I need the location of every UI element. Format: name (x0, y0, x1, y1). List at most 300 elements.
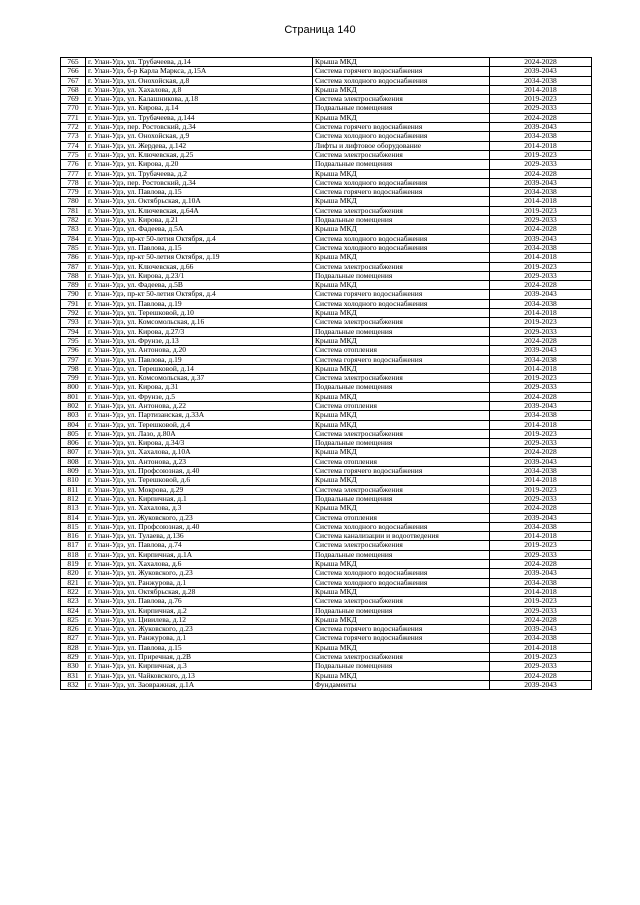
table-row (61, 76, 592, 85)
table-row (61, 597, 592, 606)
period-cell: 2019-2023 (490, 485, 592, 494)
row-number-cell: 816 (61, 532, 86, 541)
row-number-cell: 772 (61, 123, 86, 132)
work-type-cell: Система холодного водоснабжения (313, 76, 490, 85)
address-cell: г. Улан-Удэ, ул. Хахалова, д.6 (86, 560, 313, 569)
work-type-cell: Подвальные помещения (313, 327, 490, 336)
period-cell: 2034-2038 (490, 243, 592, 252)
table-row (61, 662, 592, 671)
address-cell: г. Улан-Удэ, ул. Кирова, д.14 (86, 104, 313, 113)
address-cell: г. Улан-Удэ, ул. Онохойская, д.8 (86, 76, 313, 85)
period-cell: 2039-2043 (490, 234, 592, 243)
row-number-cell: 809 (61, 467, 86, 476)
row-number-cell: 782 (61, 216, 86, 225)
period-cell: 2014-2018 (490, 532, 592, 541)
row-number-cell: 813 (61, 504, 86, 513)
row-number-cell: 781 (61, 206, 86, 215)
period-cell: 2034-2038 (490, 132, 592, 141)
address-cell: г. Улан-Удэ, ул. Ключевская, д.66 (86, 262, 313, 271)
row-number-cell: 771 (61, 113, 86, 122)
table-row (61, 457, 592, 466)
work-type-cell: Система электроснабжения (313, 653, 490, 662)
table-row (61, 216, 592, 225)
row-number-cell: 779 (61, 188, 86, 197)
row-number-cell: 783 (61, 225, 86, 234)
table-row (61, 680, 592, 689)
table-row (61, 355, 592, 364)
address-cell: г. Улан-Удэ, ул. Кирова, д.23/1 (86, 271, 313, 280)
row-number-cell: 769 (61, 95, 86, 104)
work-type-cell: Система горячего водоснабжения (313, 467, 490, 476)
work-type-cell: Крыша МКД (313, 615, 490, 624)
period-cell: 2014-2018 (490, 85, 592, 94)
work-type-cell: Лифты и лифтовое оборудование (313, 141, 490, 150)
address-cell: г. Улан-Удэ, ул. Трубачеева, д.144 (86, 113, 313, 122)
work-type-cell: Система горячего водоснабжения (313, 355, 490, 364)
period-cell: 2034-2038 (490, 299, 592, 308)
row-number-cell: 786 (61, 253, 86, 262)
work-type-cell: Крыша МКД (313, 58, 490, 67)
work-type-cell: Система холодного водоснабжения (313, 299, 490, 308)
address-cell: г. Улан-Удэ, ул. Кирова, д.20 (86, 160, 313, 169)
row-number-cell: 794 (61, 327, 86, 336)
table-row (61, 141, 592, 150)
period-cell: 2024-2028 (490, 58, 592, 67)
address-cell: г. Улан-Удэ, ул. Павлова, д.76 (86, 597, 313, 606)
period-cell: 2039-2043 (490, 401, 592, 410)
row-number-cell: 768 (61, 85, 86, 94)
row-number-cell: 784 (61, 234, 86, 243)
period-cell: 2034-2038 (490, 76, 592, 85)
row-number-cell: 826 (61, 625, 86, 634)
work-type-cell: Система холодного водоснабжения (313, 578, 490, 587)
address-cell: г. Улан-Удэ, пр-кт 50-летия Октября, д.19 (86, 253, 313, 262)
row-number-cell: 822 (61, 587, 86, 596)
row-number-cell: 808 (61, 457, 86, 466)
row-number-cell: 773 (61, 132, 86, 141)
address-cell: г. Улан-Удэ, ул. Трубачеева, д.2 (86, 169, 313, 178)
table-row (61, 197, 592, 206)
work-type-cell: Система холодного водоснабжения (313, 178, 490, 187)
table-row (61, 560, 592, 569)
period-cell: 2039-2043 (490, 569, 592, 578)
work-type-cell: Крыша МКД (313, 420, 490, 429)
address-cell: г. Улан-Удэ, ул. Комсомольская, д.16 (86, 318, 313, 327)
address-cell: г. Улан-Удэ, ул. Жуковского, д.23 (86, 625, 313, 634)
table-row (61, 188, 592, 197)
table-row (61, 671, 592, 680)
address-cell: г. Улан-Удэ, ул. Партизанская, д.33А (86, 411, 313, 420)
row-number-cell: 821 (61, 578, 86, 587)
address-cell: г. Улан-Удэ, ул. Заовражная, д.1А (86, 680, 313, 689)
period-cell: 2024-2028 (490, 281, 592, 290)
address-cell: г. Улан-Удэ, ул. Кирова, д.21 (86, 216, 313, 225)
period-cell: 2014-2018 (490, 476, 592, 485)
period-cell: 2024-2028 (490, 560, 592, 569)
row-number-cell: 830 (61, 662, 86, 671)
work-type-cell: Крыша МКД (313, 448, 490, 457)
row-number-cell: 790 (61, 290, 86, 299)
table-row (61, 494, 592, 503)
table-row (61, 532, 592, 541)
row-number-cell: 825 (61, 615, 86, 624)
row-number-cell: 767 (61, 76, 86, 85)
period-cell: 2034-2038 (490, 411, 592, 420)
work-type-cell: Система отопления (313, 513, 490, 522)
table-row (61, 392, 592, 401)
address-cell: г. Улан-Удэ, пр-кт 50-летия Октября, д.4 (86, 234, 313, 243)
row-number-cell: 797 (61, 355, 86, 364)
table-row (61, 467, 592, 476)
period-cell: 2039-2043 (490, 290, 592, 299)
table-row (61, 578, 592, 587)
period-cell: 2019-2023 (490, 374, 592, 383)
period-cell: 2014-2018 (490, 587, 592, 596)
address-cell: г. Улан-Удэ, ул. Фрунзе, д.13 (86, 336, 313, 345)
work-type-cell: Подвальные помещения (313, 439, 490, 448)
work-type-cell: Крыша МКД (313, 85, 490, 94)
address-cell: г. Улан-Удэ, ул. Павлова, д.15 (86, 188, 313, 197)
address-cell: г. Улан-Удэ, пр-кт 50-летия Октября, д.4 (86, 290, 313, 299)
table-row (61, 178, 592, 187)
period-cell: 2029-2033 (490, 160, 592, 169)
work-type-cell: Система электроснабжения (313, 597, 490, 606)
address-cell: г. Улан-Удэ, ул. Жуковского, д.23 (86, 569, 313, 578)
work-type-cell: Подвальные помещения (313, 160, 490, 169)
work-type-cell: Фундаменты (313, 680, 490, 689)
table-row (61, 643, 592, 652)
row-number-cell: 770 (61, 104, 86, 113)
work-type-cell: Крыша МКД (313, 671, 490, 680)
row-number-cell: 814 (61, 513, 86, 522)
row-number-cell: 823 (61, 597, 86, 606)
period-cell: 2039-2043 (490, 457, 592, 466)
work-type-cell: Система электроснабжения (313, 95, 490, 104)
table-row (61, 95, 592, 104)
register-table (60, 57, 592, 690)
work-type-cell: Система отопления (313, 401, 490, 410)
table-row (61, 569, 592, 578)
row-number-cell: 780 (61, 197, 86, 206)
row-number-cell: 810 (61, 476, 86, 485)
work-type-cell: Подвальные помещения (313, 494, 490, 503)
table-row (61, 476, 592, 485)
row-number-cell: 776 (61, 160, 86, 169)
period-cell: 2019-2023 (490, 206, 592, 215)
address-cell: г. Улан-Удэ, ул. Терешковой, д.6 (86, 476, 313, 485)
period-cell: 2039-2043 (490, 625, 592, 634)
period-cell: 2019-2023 (490, 262, 592, 271)
period-cell: 2014-2018 (490, 309, 592, 318)
work-type-cell: Крыша МКД (313, 113, 490, 122)
work-type-cell: Система холодного водоснабжения (313, 234, 490, 243)
address-cell: г. Улан-Удэ, ул. Ключевская, д.25 (86, 150, 313, 159)
table-row (61, 625, 592, 634)
period-cell: 2029-2033 (490, 216, 592, 225)
period-cell: 2014-2018 (490, 141, 592, 150)
table-row (61, 104, 592, 113)
page-title: Страница 140 (284, 24, 356, 36)
row-number-cell: 807 (61, 448, 86, 457)
address-cell: г. Улан-Удэ, ул. Жердева, д.142 (86, 141, 313, 150)
table-row (61, 262, 592, 271)
table-row (61, 67, 592, 76)
work-type-cell: Крыша МКД (313, 309, 490, 318)
table-row (61, 615, 592, 624)
work-type-cell: Система электроснабжения (313, 485, 490, 494)
period-cell: 2034-2038 (490, 634, 592, 643)
work-type-cell: Подвальные помещения (313, 662, 490, 671)
table-row (61, 346, 592, 355)
address-cell: г. Улан-Удэ, пер. Ростовский, д.34 (86, 178, 313, 187)
table-row (61, 58, 592, 67)
table-row (61, 653, 592, 662)
work-type-cell: Крыша МКД (313, 411, 490, 420)
table-row (61, 113, 592, 122)
work-type-cell: Подвальные помещения (313, 383, 490, 392)
address-cell: г. Улан-Удэ, ул. Фрунзе, д.5 (86, 392, 313, 401)
row-number-cell: 778 (61, 178, 86, 187)
table-row (61, 150, 592, 159)
work-type-cell: Крыша МКД (313, 197, 490, 206)
row-number-cell: 793 (61, 318, 86, 327)
address-cell: г. Улан-Удэ, ул. Фадеева, д.5В (86, 281, 313, 290)
table-row (61, 318, 592, 327)
row-number-cell: 774 (61, 141, 86, 150)
period-cell: 2024-2028 (490, 615, 592, 624)
work-type-cell: Система электроснабжения (313, 206, 490, 215)
address-cell: г. Улан-Удэ, ул. Терешковой, д.4 (86, 420, 313, 429)
address-cell: г. Улан-Удэ, ул. Профсоюзная, д.40 (86, 467, 313, 476)
table-row (61, 485, 592, 494)
work-type-cell: Система электроснабжения (313, 150, 490, 159)
work-type-cell: Крыша МКД (313, 560, 490, 569)
period-cell: 2024-2028 (490, 225, 592, 234)
row-number-cell: 800 (61, 383, 86, 392)
table-row (61, 169, 592, 178)
work-type-cell: Система горячего водоснабжения (313, 625, 490, 634)
work-type-cell: Система электроснабжения (313, 318, 490, 327)
period-cell: 2024-2028 (490, 113, 592, 122)
address-cell: г. Улан-Удэ, ул. Кирова, д.27/3 (86, 327, 313, 336)
period-cell: 2024-2028 (490, 671, 592, 680)
address-cell: г. Улан-Удэ, ул. Павлова, д.74 (86, 541, 313, 550)
row-number-cell: 791 (61, 299, 86, 308)
address-cell: г. Улан-Удэ, ул. Хахалова, д.8 (86, 85, 313, 94)
work-type-cell: Система электроснабжения (313, 541, 490, 550)
address-cell: г. Улан-Удэ, ул. Кирова, д.34/3 (86, 439, 313, 448)
table-row (61, 364, 592, 373)
address-cell: г. Улан-Удэ, ул. Ранжурова, д.1 (86, 578, 313, 587)
address-cell: г. Улан-Удэ, ул. Ранжурова, д.1 (86, 634, 313, 643)
address-cell: г. Улан-Удэ, ул. Ключевская, д.64А (86, 206, 313, 215)
period-cell: 2034-2038 (490, 578, 592, 587)
row-number-cell: 811 (61, 485, 86, 494)
period-cell: 2029-2033 (490, 662, 592, 671)
address-cell: г. Улан-Удэ, ул. Кирпичная, д.1А (86, 550, 313, 559)
table-row (61, 123, 592, 132)
row-number-cell: 798 (61, 364, 86, 373)
work-type-cell: Система горячего водоснабжения (313, 123, 490, 132)
period-cell: 2024-2028 (490, 504, 592, 513)
period-cell: 2029-2033 (490, 104, 592, 113)
work-type-cell: Система холодного водоснабжения (313, 569, 490, 578)
period-cell: 2039-2043 (490, 123, 592, 132)
row-number-cell: 815 (61, 522, 86, 531)
work-type-cell: Крыша МКД (313, 336, 490, 345)
row-number-cell: 765 (61, 58, 86, 67)
table-row (61, 271, 592, 280)
period-cell: 2029-2033 (490, 383, 592, 392)
work-type-cell: Система холодного водоснабжения (313, 243, 490, 252)
table-row (61, 374, 592, 383)
row-number-cell: 766 (61, 67, 86, 76)
table-row (61, 420, 592, 429)
table-row (61, 383, 592, 392)
row-number-cell: 829 (61, 653, 86, 662)
row-number-cell: 806 (61, 439, 86, 448)
address-cell: г. Улан-Удэ, ул. Калашникова, д.18 (86, 95, 313, 104)
period-cell: 2039-2043 (490, 680, 592, 689)
row-number-cell: 788 (61, 271, 86, 280)
table-row (61, 587, 592, 596)
work-type-cell: Подвальные помещения (313, 216, 490, 225)
period-cell: 2029-2033 (490, 606, 592, 615)
period-cell: 2039-2043 (490, 346, 592, 355)
table-row (61, 634, 592, 643)
row-number-cell: 818 (61, 550, 86, 559)
address-cell: г. Улан-Удэ, ул. Кирова, д.31 (86, 383, 313, 392)
period-cell: 2019-2023 (490, 95, 592, 104)
work-type-cell: Крыша МКД (313, 643, 490, 652)
row-number-cell: 824 (61, 606, 86, 615)
address-cell: г. Улан-Удэ, ул. Чайковского, д.13 (86, 671, 313, 680)
address-cell: г. Улан-Удэ, ул. Кирпичная, д.1 (86, 494, 313, 503)
address-cell: г. Улан-Удэ, ул. Терешковой, д.14 (86, 364, 313, 373)
table-row (61, 309, 592, 318)
address-cell: г. Улан-Удэ, ул. Хахалова, д.10А (86, 448, 313, 457)
address-cell: г. Улан-Удэ, ул. Антонова, д.22 (86, 401, 313, 410)
row-number-cell: 817 (61, 541, 86, 550)
row-number-cell: 796 (61, 346, 86, 355)
work-type-cell: Крыша МКД (313, 253, 490, 262)
row-number-cell: 789 (61, 281, 86, 290)
period-cell: 2014-2018 (490, 643, 592, 652)
period-cell: 2029-2033 (490, 439, 592, 448)
work-type-cell: Система горячего водоснабжения (313, 67, 490, 76)
row-number-cell: 820 (61, 569, 86, 578)
row-number-cell: 812 (61, 494, 86, 503)
address-cell: г. Улан-Удэ, ул. Октябрьская, д.28 (86, 587, 313, 596)
address-cell: г. Улан-Удэ, ул. Антонова, д.23 (86, 457, 313, 466)
work-type-cell: Крыша МКД (313, 225, 490, 234)
row-number-cell: 775 (61, 150, 86, 159)
address-cell: г. Улан-Удэ, ул. Тулаева, д.136 (86, 532, 313, 541)
table-row (61, 429, 592, 438)
table-row (61, 513, 592, 522)
work-type-cell: Крыша МКД (313, 587, 490, 596)
period-cell: 2039-2043 (490, 178, 592, 187)
table-row (61, 606, 592, 615)
work-type-cell: Подвальные помещения (313, 606, 490, 615)
row-number-cell: 795 (61, 336, 86, 345)
period-cell: 2014-2018 (490, 420, 592, 429)
work-type-cell: Система отопления (313, 346, 490, 355)
work-type-cell: Система холодного водоснабжения (313, 522, 490, 531)
address-cell: г. Улан-Удэ, ул. Жуковского, д.23 (86, 513, 313, 522)
work-type-cell: Крыша МКД (313, 169, 490, 178)
address-cell: г. Улан-Удэ, ул. Павлова, д.19 (86, 299, 313, 308)
table-row (61, 253, 592, 262)
row-number-cell: 801 (61, 392, 86, 401)
address-cell: г. Улан-Удэ, ул. Кирпичная, д.3 (86, 662, 313, 671)
table-row (61, 206, 592, 215)
period-cell: 2019-2023 (490, 429, 592, 438)
table-row (61, 234, 592, 243)
row-number-cell: 827 (61, 634, 86, 643)
period-cell: 2019-2023 (490, 318, 592, 327)
table-row (61, 243, 592, 252)
period-cell: 2029-2033 (490, 327, 592, 336)
work-type-cell: Система горячего водоснабжения (313, 290, 490, 299)
table-row (61, 327, 592, 336)
row-number-cell: 805 (61, 429, 86, 438)
period-cell: 2024-2028 (490, 448, 592, 457)
work-type-cell: Подвальные помещения (313, 104, 490, 113)
period-cell: 2039-2043 (490, 67, 592, 76)
table-row (61, 541, 592, 550)
address-cell: г. Улан-Удэ, ул. Павлова, д.19 (86, 355, 313, 364)
work-type-cell: Система электроснабжения (313, 262, 490, 271)
period-cell: 2014-2018 (490, 253, 592, 262)
period-cell: 2024-2028 (490, 392, 592, 401)
table-row (61, 401, 592, 410)
table-row (61, 336, 592, 345)
row-number-cell: 785 (61, 243, 86, 252)
table-row (61, 299, 592, 308)
address-cell: г. Улан-Удэ, ул. Павлова, д.15 (86, 243, 313, 252)
table-row (61, 448, 592, 457)
work-type-cell: Система электроснабжения (313, 429, 490, 438)
address-cell: г. Улан-Удэ, ул. Цивилева, д.12 (86, 615, 313, 624)
address-cell: г. Улан-Удэ, ул. Антонова, д.20 (86, 346, 313, 355)
work-type-cell: Крыша МКД (313, 392, 490, 401)
row-number-cell: 831 (61, 671, 86, 680)
period-cell: 2014-2018 (490, 364, 592, 373)
row-number-cell: 777 (61, 169, 86, 178)
table-row (61, 85, 592, 94)
period-cell: 2024-2028 (490, 169, 592, 178)
row-number-cell: 792 (61, 309, 86, 318)
table-row (61, 160, 592, 169)
period-cell: 2019-2023 (490, 597, 592, 606)
address-cell: г. Улан-Удэ, ул. Павлова, д.15 (86, 643, 313, 652)
period-cell: 2029-2033 (490, 494, 592, 503)
work-type-cell: Система электроснабжения (313, 374, 490, 383)
row-number-cell: 832 (61, 680, 86, 689)
period-cell: 2019-2023 (490, 150, 592, 159)
row-number-cell: 802 (61, 401, 86, 410)
table-row (61, 504, 592, 513)
address-cell: г. Улан-Удэ, ул. Фадеева, д.5А (86, 225, 313, 234)
period-cell: 2039-2043 (490, 513, 592, 522)
address-cell: г. Улан-Удэ, ул. Терешковой, д.10 (86, 309, 313, 318)
period-cell: 2014-2018 (490, 197, 592, 206)
work-type-cell: Система холодного водоснабжения (313, 132, 490, 141)
address-cell: г. Улан-Удэ, ул. Лазо, д.80А (86, 429, 313, 438)
period-cell: 2029-2033 (490, 550, 592, 559)
address-cell: г. Улан-Удэ, ул. Трубачеева, д.14 (86, 58, 313, 67)
